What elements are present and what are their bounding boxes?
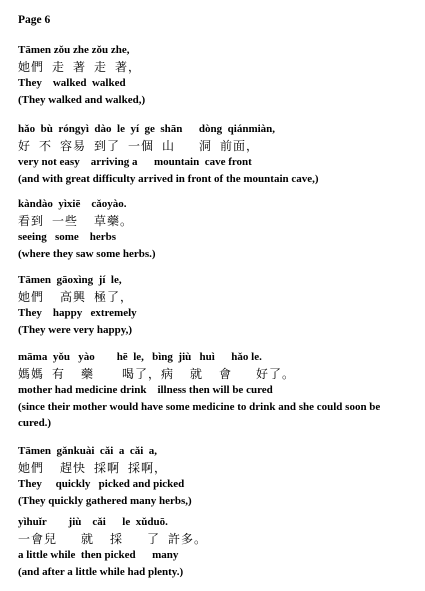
translation-line: (where they saw some herbs.): [18, 247, 156, 260]
translation-line: (They were very happy,): [18, 323, 133, 336]
gloss-line: They quickly picked and picked: [18, 478, 185, 490]
gloss-line: They walked walked: [18, 77, 126, 89]
chinese-line: 她們 趕快 採啊 採啊，: [18, 460, 168, 475]
passage-2: [18, 121, 413, 187]
passage-3: [18, 196, 413, 262]
passage-5: [18, 349, 413, 432]
translation-line: (They walked and walked,): [18, 93, 146, 106]
translation-line: (since their mother would have some medicine to drink and she could soon be cured.): [18, 400, 381, 429]
chinese-line: 看到 一些 草藥。: [18, 213, 134, 228]
gloss-line: seeing some herbs: [18, 231, 117, 243]
pinyin-line: kàndào yìxiē cǎoyào.: [18, 198, 127, 210]
translation-line: (and with great difficulty arrived in front of the mountain cave,): [18, 172, 319, 185]
passage-4: [18, 272, 413, 338]
pinyin-line: Tāmen gāoxìng jí le,: [18, 274, 122, 286]
chinese-line: 她們 走 著 走 著，: [18, 59, 142, 74]
passage-1: [18, 42, 413, 108]
chinese-line: 好 不 容易 到了 一個 山 洞 前面，: [18, 138, 260, 153]
pinyin-line: Tāmen gǎnkuài cǎi a cǎi a,: [18, 445, 158, 457]
translation-line: (and after a little while had plenty.): [18, 565, 184, 578]
gloss-line: mother had medicine drink illness then will be cured: [18, 384, 273, 396]
gloss-line: They happy extremely: [18, 307, 137, 319]
passage-7: [18, 514, 413, 580]
pinyin-line: hǎo bù róngyì dào le yí ge shān dòng qiánmiàn,: [18, 123, 276, 135]
chinese-line: 她們 高興 極了，: [18, 289, 134, 304]
pinyin-line: yìhuǐr jiù cǎi le xǔduō.: [18, 516, 168, 528]
translation-line: (They quickly gathered many herbs,): [18, 494, 192, 507]
pinyin-line: Tāmen zǒu zhe zǒu zhe,: [18, 44, 130, 56]
passage-6: [18, 443, 413, 509]
pinyin-line: māma yǒu yào hē le, bìng jiù huì hǎo le.: [18, 351, 262, 363]
chinese-line: 媽媽 有 藥 喝了，病 就 會 好了。: [18, 366, 296, 381]
page-label: Page 6: [18, 14, 51, 26]
gloss-line: very not easy arriving a mountain cave front: [18, 156, 252, 168]
gloss-line: a little while then picked many: [18, 549, 179, 561]
chinese-line: 一會兒 就 採 了 許多。: [18, 531, 208, 546]
